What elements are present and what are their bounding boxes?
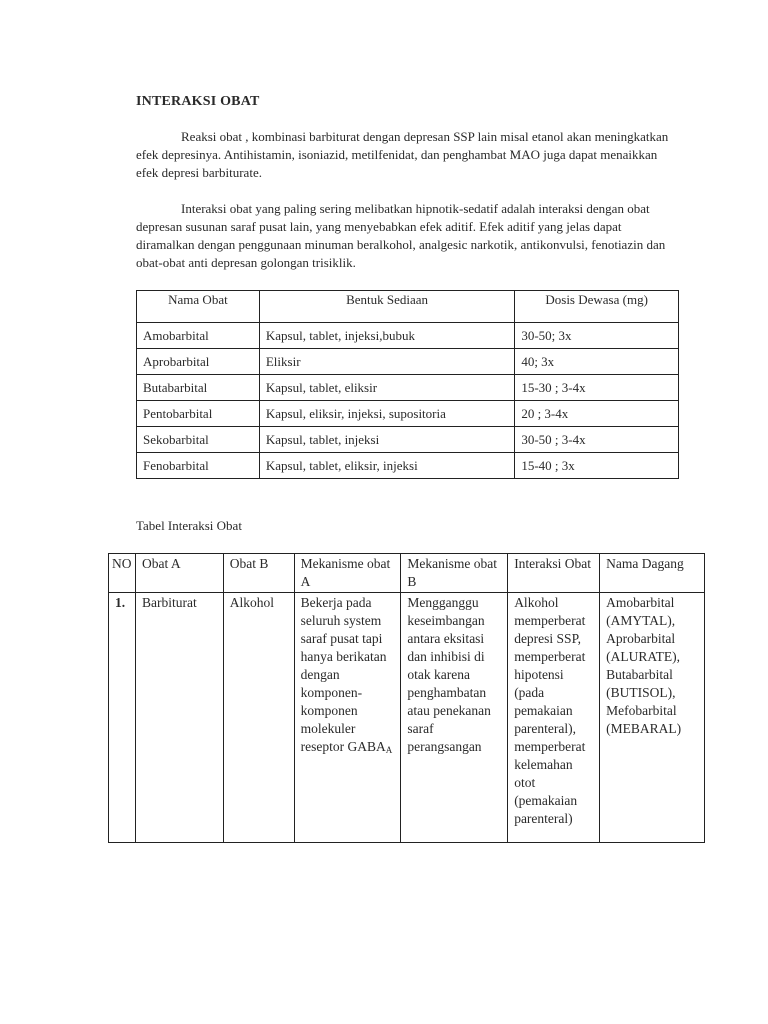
paragraph-2-text: Interaksi obat yang paling sering melibatkan hipnotik-sedatif adalah interaksi dengan obat depresan susunan saraf pusat lain, yang menyebabkan efek aditif. Efek aditif yang jelas dapat diramalkan dengan penggunaan minuman beralkohol, analgesic narkotik, antikonvulsi, fenotiazin dan obat-obat anti depresan golongan trisiklik.: [136, 201, 666, 270]
header-obat-b: Obat B: [223, 554, 294, 593]
dosage-form-cell: Kapsul, tablet, injeksi: [259, 427, 514, 453]
dosage-form-cell: Kapsul, eliksir, injeksi, supositoria: [259, 401, 514, 427]
drug-name-cell: Amobarbital: [137, 323, 260, 349]
mekanisme-a-cell: [294, 593, 401, 843]
dosage-form-cell: Kapsul, tablet, eliksir, injeksi: [259, 453, 514, 479]
row-number: 1.: [109, 593, 136, 843]
table-row: [137, 401, 679, 427]
dosage-form-cell: Kapsul, tablet, eliksir: [259, 375, 514, 401]
mekanisme-a-text: Bekerja pada seluruh system saraf pusat tapi hanya berikatan dengan komponen-komponen molekuler reseptor GABA: [300, 595, 387, 754]
interaction-table-caption: Tabel Interaksi Obat: [136, 518, 242, 533]
obat-a-cell: Barbiturat: [135, 593, 223, 843]
table-row: [137, 453, 679, 479]
header-interaksi: Interaksi Obat: [508, 554, 600, 593]
interaction-table: [108, 553, 705, 843]
mekanisme-b-cell: Mengganggu keseimbangan antara eksitasi dan inhibisi di otak karena penghambatan atau penekanan saraf perangsangan: [401, 593, 508, 843]
table-row: [137, 375, 679, 401]
table-row: [109, 593, 705, 843]
header-mekanisme-b: Mekanisme obat B: [401, 554, 508, 593]
header-mekanisme-a: Mekanisme obat A: [294, 554, 401, 593]
paragraph-2: [136, 200, 671, 272]
page-title: INTERAKSI OBAT: [136, 94, 260, 109]
drug-name-cell: Fenobarbital: [137, 453, 260, 479]
header-obat-a: Obat A: [135, 554, 223, 593]
adult-dose-cell: 20 ; 3-4x: [515, 401, 679, 427]
header-dosis-dewasa: Dosis Dewasa (mg): [515, 291, 679, 323]
dosage-table: [136, 290, 679, 479]
header-bentuk-sediaan: Bentuk Sediaan: [259, 291, 514, 323]
adult-dose-cell: 15-40 ; 3x: [515, 453, 679, 479]
table-row: [137, 427, 679, 453]
nama-dagang-cell: Amobarbital (AMYTAL), Aprobarbital (ALURATE), Butabarbital (BUTISOL), Mefobarbital (MEBARAL): [600, 593, 705, 843]
dosage-form-cell: Eliksir: [259, 349, 514, 375]
table-row: [137, 323, 679, 349]
interaksi-cell: Alkohol memperberat depresi SSP, memperberat hipotensi (pada pemakaian parenteral), memperberat kelemahan otot (pemakaian parenteral): [508, 593, 600, 843]
adult-dose-cell: 40; 3x: [515, 349, 679, 375]
adult-dose-cell: 15-30 ; 3-4x: [515, 375, 679, 401]
header-no: NO: [109, 554, 136, 593]
obat-b-cell: Alkohol: [223, 593, 294, 843]
interaction-table-header: [109, 554, 705, 593]
table-row: [137, 349, 679, 375]
drug-name-cell: Sekobarbital: [137, 427, 260, 453]
header-nama-obat: Nama Obat: [137, 291, 260, 323]
drug-name-cell: Aprobarbital: [137, 349, 260, 375]
adult-dose-cell: 30-50 ; 3-4x: [515, 427, 679, 453]
dosage-form-cell: Kapsul, tablet, injeksi,bubuk: [259, 323, 514, 349]
drug-name-cell: Butabarbital: [137, 375, 260, 401]
paragraph-1: [136, 128, 671, 182]
adult-dose-cell: 30-50; 3x: [515, 323, 679, 349]
header-nama-dagang: Nama Dagang: [600, 554, 705, 593]
gaba-subscript: A: [385, 745, 393, 755]
drug-name-cell: Pentobarbital: [137, 401, 260, 427]
dosage-table-header: [137, 291, 679, 323]
paragraph-1-text: Reaksi obat , kombinasi barbiturat dengan depresan SSP lain misal etanol akan meningkatkan efek depresinya. Antihistamin, isoniazid, metilfenidat, dan penghambat MAO juga dapat menaikkan efek depresi barbiturate.: [136, 129, 669, 180]
